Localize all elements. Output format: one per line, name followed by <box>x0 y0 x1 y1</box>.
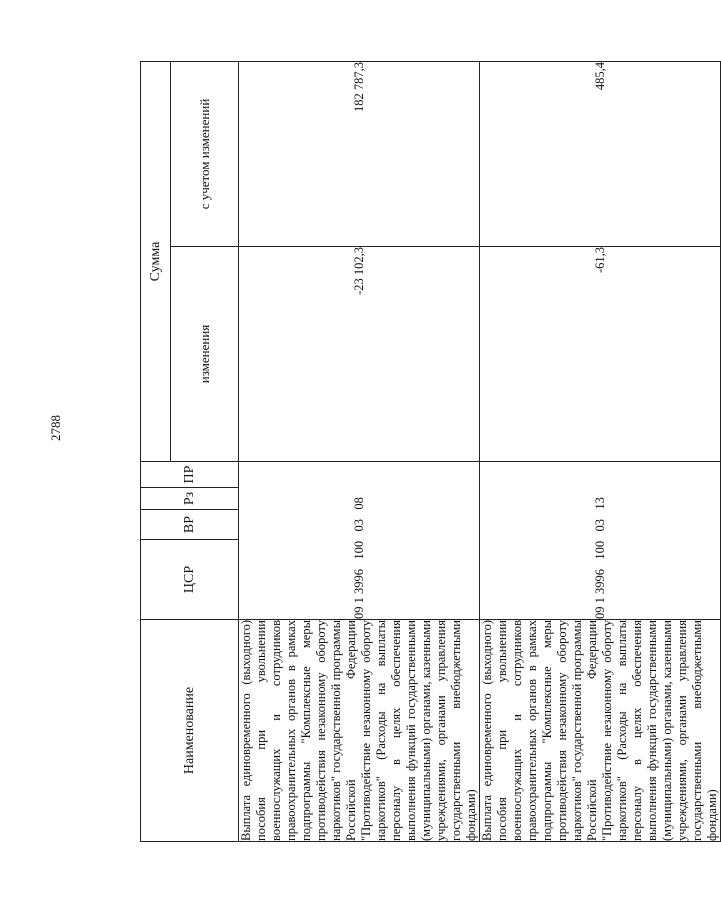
row-name: Выплата единовременного (выходного) пособия при увольнении военнослужащих и сотрудников правоохранительных органов в рамках подпрограммы "Комплексные меры противодействия незаконному обороту наркотиков" государственной программы Российской Федерации "Противодействие незаконному обороту наркотиков" (Расходы на выплаты персоналу в целях обеспечения выполнения функций государственными (муниципальными) органами, казенными учреждениями, органами управления государственными внебюджетными фондами) <box>239 620 478 841</box>
header-vr: ВР <box>141 510 239 540</box>
row-codes <box>239 462 480 620</box>
page-number: 2788 <box>48 415 63 441</box>
row-rz: 03 <box>592 519 607 532</box>
row-total: 485,4 <box>480 62 721 247</box>
row-vr: 100 <box>592 540 607 560</box>
row-change: -61,3 <box>480 247 721 462</box>
row-rz: 03 <box>351 519 366 532</box>
header-with-change: с учетом изменений <box>171 62 239 247</box>
row-pr: 08 <box>351 497 366 510</box>
rotated-page <box>140 62 719 842</box>
header-rz: Рз <box>141 488 239 510</box>
row-csr: 09 1 3996 <box>351 569 366 619</box>
row-total: 182 787,3 <box>239 62 480 247</box>
row-csr: 09 1 3996 <box>592 569 607 619</box>
row-codes <box>480 462 721 620</box>
header-csr: ЦСР <box>141 540 239 620</box>
row-vr: 100 <box>351 540 366 560</box>
header-change: изменения <box>171 247 239 462</box>
header-pr: ПР <box>141 462 239 488</box>
row-change: -23 102,3 <box>239 247 480 462</box>
table-row <box>239 62 480 842</box>
header-name: Наименование <box>141 620 239 842</box>
row-name: Выплата единовременного (выходного) пособия при увольнении военнослужащих и сотрудников правоохранительных органов в рамках подпрограммы "Комплексные меры противодействия незаконному обороту наркотиков" государственной программы Российской Федерации "Противодействие незаконному обороту наркотиков" (Расходы на выплаты персоналу в целях обеспечения выполнения функций государственными (муниципальными) органами, казенными учреждениями, органами управления государственными внебюджетными фондами) <box>480 620 719 841</box>
header-sum: Сумма <box>141 62 171 462</box>
budget-table <box>140 61 721 842</box>
table-row <box>480 62 721 842</box>
row-pr: 13 <box>592 497 607 510</box>
